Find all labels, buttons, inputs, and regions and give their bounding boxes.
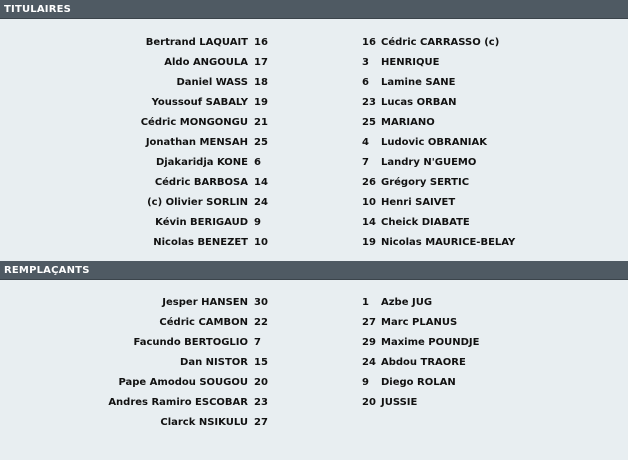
home-player-name: Aldo ANGOULA bbox=[164, 57, 248, 68]
home-player-name: Jesper HANSEN bbox=[162, 297, 248, 308]
away-player-name: Azbe JUG bbox=[381, 297, 433, 308]
home-player-number: 22 bbox=[254, 317, 268, 328]
home-player-name: Facundo BERTOGLIO bbox=[133, 337, 248, 348]
away-player-name: JUSSIE bbox=[381, 397, 418, 408]
home-player-number: 15 bbox=[254, 357, 268, 368]
away-player-number: 4 bbox=[362, 137, 369, 148]
away-player-name: Grégory SERTIC bbox=[381, 177, 470, 188]
away-player-name: Cheick DIABATE bbox=[381, 217, 470, 228]
away-player-number: 19 bbox=[362, 237, 376, 248]
home-player-number: 24 bbox=[254, 197, 268, 208]
away-player-number: 29 bbox=[362, 337, 376, 348]
home-player-name: Kévin BERIGAUD bbox=[155, 217, 248, 228]
lineup-row bbox=[0, 193, 628, 213]
away-player-name: Abdou TRAORE bbox=[381, 357, 466, 368]
away-player-number: 16 bbox=[362, 37, 376, 48]
away-player-number: 10 bbox=[362, 197, 376, 208]
away-player-name: MARIANO bbox=[381, 117, 435, 128]
home-player-name: Daniel WASS bbox=[176, 77, 248, 88]
home-player-number: 16 bbox=[254, 37, 268, 48]
home-player-number: 21 bbox=[254, 117, 268, 128]
lineup-row bbox=[0, 353, 628, 373]
away-player-number: 20 bbox=[362, 397, 376, 408]
away-player-name: Cédric CARRASSO (c) bbox=[381, 37, 500, 48]
away-player-number: 27 bbox=[362, 317, 376, 328]
lineup-row bbox=[0, 333, 628, 353]
away-player-name: Diego ROLAN bbox=[381, 377, 456, 388]
lineup-row bbox=[0, 153, 628, 173]
away-player-name: HENRIQUE bbox=[381, 57, 440, 68]
away-player-name: Landry N'GUEMO bbox=[381, 157, 477, 168]
home-player-name: Djakaridja KONE bbox=[155, 157, 248, 168]
away-player-name: Lamine SANE bbox=[381, 77, 456, 88]
home-player-name: Andres Ramiro ESCOBAR bbox=[108, 397, 248, 408]
lineup-row bbox=[0, 73, 628, 93]
home-player-name: Bertrand LAQUAIT bbox=[145, 37, 248, 48]
home-player-number: 19 bbox=[254, 97, 268, 108]
lineup-row bbox=[0, 133, 628, 153]
lineup-row bbox=[0, 233, 628, 253]
remplacants-header: REMPLAÇANTS bbox=[0, 261, 628, 280]
away-player-name: Ludovic OBRANIAK bbox=[381, 137, 488, 148]
lineup-row bbox=[0, 173, 628, 193]
home-player-name: Jonathan MENSAH bbox=[145, 137, 248, 148]
home-player-number: 17 bbox=[254, 57, 268, 68]
away-player-name: Maxime POUNDJE bbox=[381, 337, 480, 348]
home-player-number: 30 bbox=[254, 297, 268, 308]
home-player-number: 27 bbox=[254, 417, 268, 428]
lineup-row bbox=[0, 213, 628, 233]
away-player-number: 1 bbox=[362, 297, 369, 308]
away-player-name: Nicolas MAURICE-BELAY bbox=[381, 237, 516, 248]
away-player-name: Henri SAIVET bbox=[381, 197, 456, 208]
home-player-name: Cédric CAMBON bbox=[159, 317, 248, 328]
titulaires-section bbox=[0, 19, 628, 261]
home-player-number: 23 bbox=[254, 397, 268, 408]
titulaires-header: TITULAIRES bbox=[0, 0, 628, 19]
away-player-number: 14 bbox=[362, 217, 376, 228]
away-player-name: Lucas ORBAN bbox=[381, 97, 457, 108]
lineup-row bbox=[0, 313, 628, 333]
away-player-number: 9 bbox=[362, 377, 369, 388]
home-player-number: 20 bbox=[254, 377, 268, 388]
home-player-name: Pape Amodou SOUGOU bbox=[118, 377, 248, 388]
lineup-row bbox=[0, 33, 628, 53]
home-player-name: Clarck NSIKULU bbox=[160, 417, 248, 428]
away-player-number: 24 bbox=[362, 357, 376, 368]
lineup-row bbox=[0, 53, 628, 73]
away-player-number: 25 bbox=[362, 117, 376, 128]
home-player-name: Cédric BARBOSA bbox=[154, 177, 248, 188]
home-player-number: 14 bbox=[254, 177, 268, 188]
home-player-number: 10 bbox=[254, 237, 268, 248]
home-player-number: 25 bbox=[254, 137, 268, 148]
home-player-name: Cédric MONGONGU bbox=[140, 117, 248, 128]
away-player-number: 3 bbox=[362, 57, 369, 68]
lineup-row bbox=[0, 293, 628, 313]
home-player-number: 6 bbox=[254, 157, 261, 168]
away-player-number: 23 bbox=[362, 97, 376, 108]
away-player-number: 7 bbox=[362, 157, 369, 168]
home-player-number: 9 bbox=[254, 217, 261, 228]
home-player-name: (c) Olivier SORLIN bbox=[147, 197, 248, 208]
away-player-number: 6 bbox=[362, 77, 369, 88]
away-player-number: 26 bbox=[362, 177, 376, 188]
lineup-row bbox=[0, 93, 628, 113]
home-player-number: 7 bbox=[254, 337, 261, 348]
away-player-name: Marc PLANUS bbox=[381, 317, 458, 328]
remplacants-section bbox=[0, 280, 628, 460]
home-player-number: 18 bbox=[254, 77, 268, 88]
home-player-name: Dan NISTOR bbox=[180, 357, 248, 368]
lineup-row bbox=[0, 373, 628, 393]
home-player-name: Youssouf SABALY bbox=[151, 97, 248, 108]
lineup-row bbox=[0, 113, 628, 133]
lineup-row bbox=[0, 413, 628, 433]
lineup-row bbox=[0, 393, 628, 413]
home-player-name: Nicolas BENEZET bbox=[153, 237, 248, 248]
